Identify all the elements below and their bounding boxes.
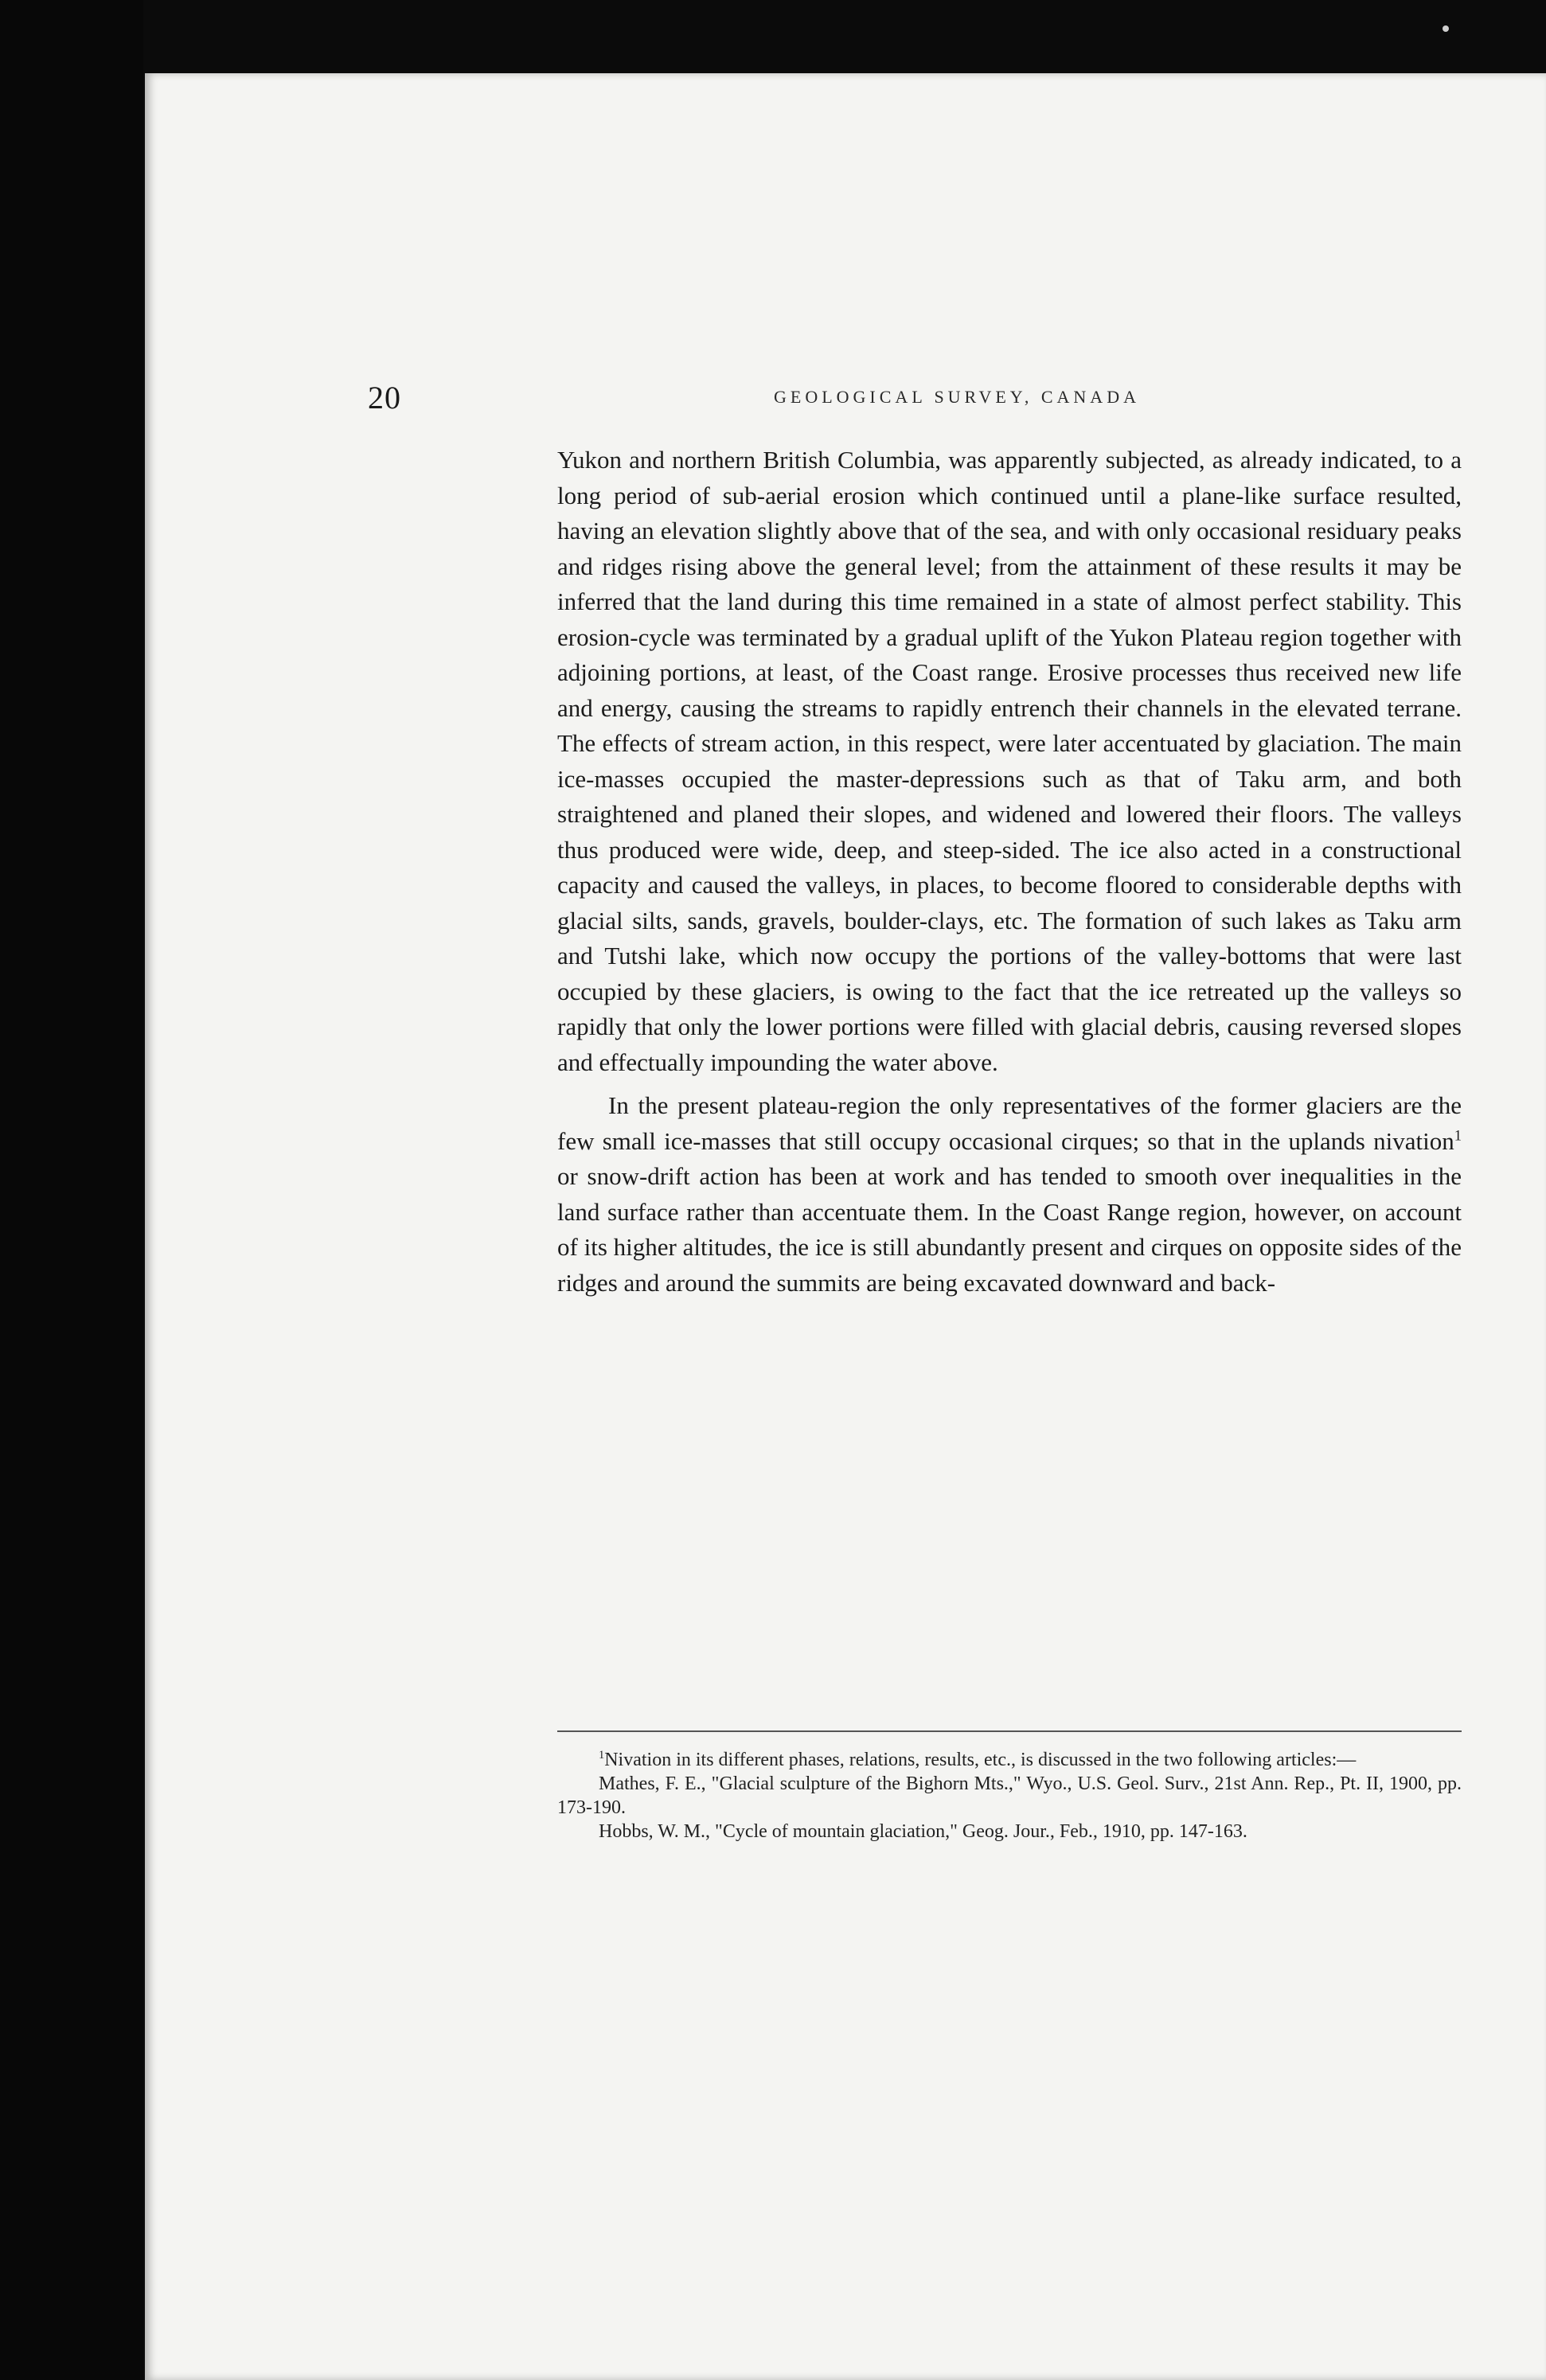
paragraph-text: or snow-drift action has been at work and has tended to smooth over inequalities in the land surface rather than accentuate them. In the Coast Range region, however, on account of its higher altitudes, the ice is still abundantly present and cirques on opposite sides of the ridges and around the summits are being excavated downward and back- xyxy=(557,1162,1462,1297)
footnote-reference-entry: Hobbs, W. M., "Cycle of mountain glaciation," Geog. Jour., Feb., 1910, pp. 147-163. xyxy=(599,1821,1247,1842)
scan-speck xyxy=(1443,25,1449,32)
paragraph-text: In the present plateau-region the only representatives of the former glaciers are the few small ice-masses that still occupy occasional cirques; so that in the uplands nivation xyxy=(557,1091,1462,1155)
page-number: 20 xyxy=(368,380,401,416)
footnote-reference-entry: Mathes, F. E., "Glacial sculpture of the Bighorn Mts.," Wyo., U.S. Geol. Surv., 21st Ann. Rep., Pt. II, 1900, pp. 173-190. xyxy=(557,1773,1462,1818)
running-head: GEOLOGICAL SURVEY, CANADA xyxy=(774,387,1140,407)
body-text xyxy=(557,443,1462,1301)
paragraph xyxy=(557,1088,1462,1301)
footnote-reference: 1 xyxy=(1454,1127,1462,1145)
scan-border xyxy=(0,0,143,2380)
footnote xyxy=(557,1748,1462,1772)
paragraph: Yukon and northern British Columbia, was apparently subjected, as already indicated, to a long period of sub-aerial erosion which continued until a plane-like surface resulted, having an elevation slightly above that of the sea, and with only occasional residuary peaks and ridges rising above the general level; from the attainment of these results it may be inferred that the land during this time remained in a state of almost perfect stability. This erosion-cycle was terminated by a gradual uplift of the Yukon Plateau region together with adjoining portions, at least, of the Coast range. Erosive processes thus received new life and energy, causing the streams to rapidly entrench their channels in the elevated terrane. The effects of stream action, in this respect, were later accentuated by glaciation. The main ice-masses occupied the master-depressions such as that of Taku arm, and both straightened and planed their slopes, and widened and lowered their floors. The valleys thus produced were wide, deep, and steep-sided. The ice also acted in a constructional capacity and caused the valleys, in places, to become floored to considerable depths with glacial silts, sands, gravels, boulder-clays, etc. The formation of such lakes as Taku arm and Tutshi lake, which now occupy the portions of the valley-bottoms that were last occupied by these glaciers, is owing to the fact that the ice retreated up the valleys so rapidly that only the lower portions were filled with glacial debris, causing reversed slopes and effectually impounding the water above. xyxy=(557,446,1462,1076)
footnotes xyxy=(557,1748,1462,1844)
footnote-divider xyxy=(557,1730,1462,1732)
footnote-text: Nivation in its different phases, relations, results, etc., is discussed in the two following articles:— xyxy=(604,1750,1357,1770)
page-header xyxy=(368,379,1243,427)
footnote-mark: 1 xyxy=(599,1749,605,1762)
